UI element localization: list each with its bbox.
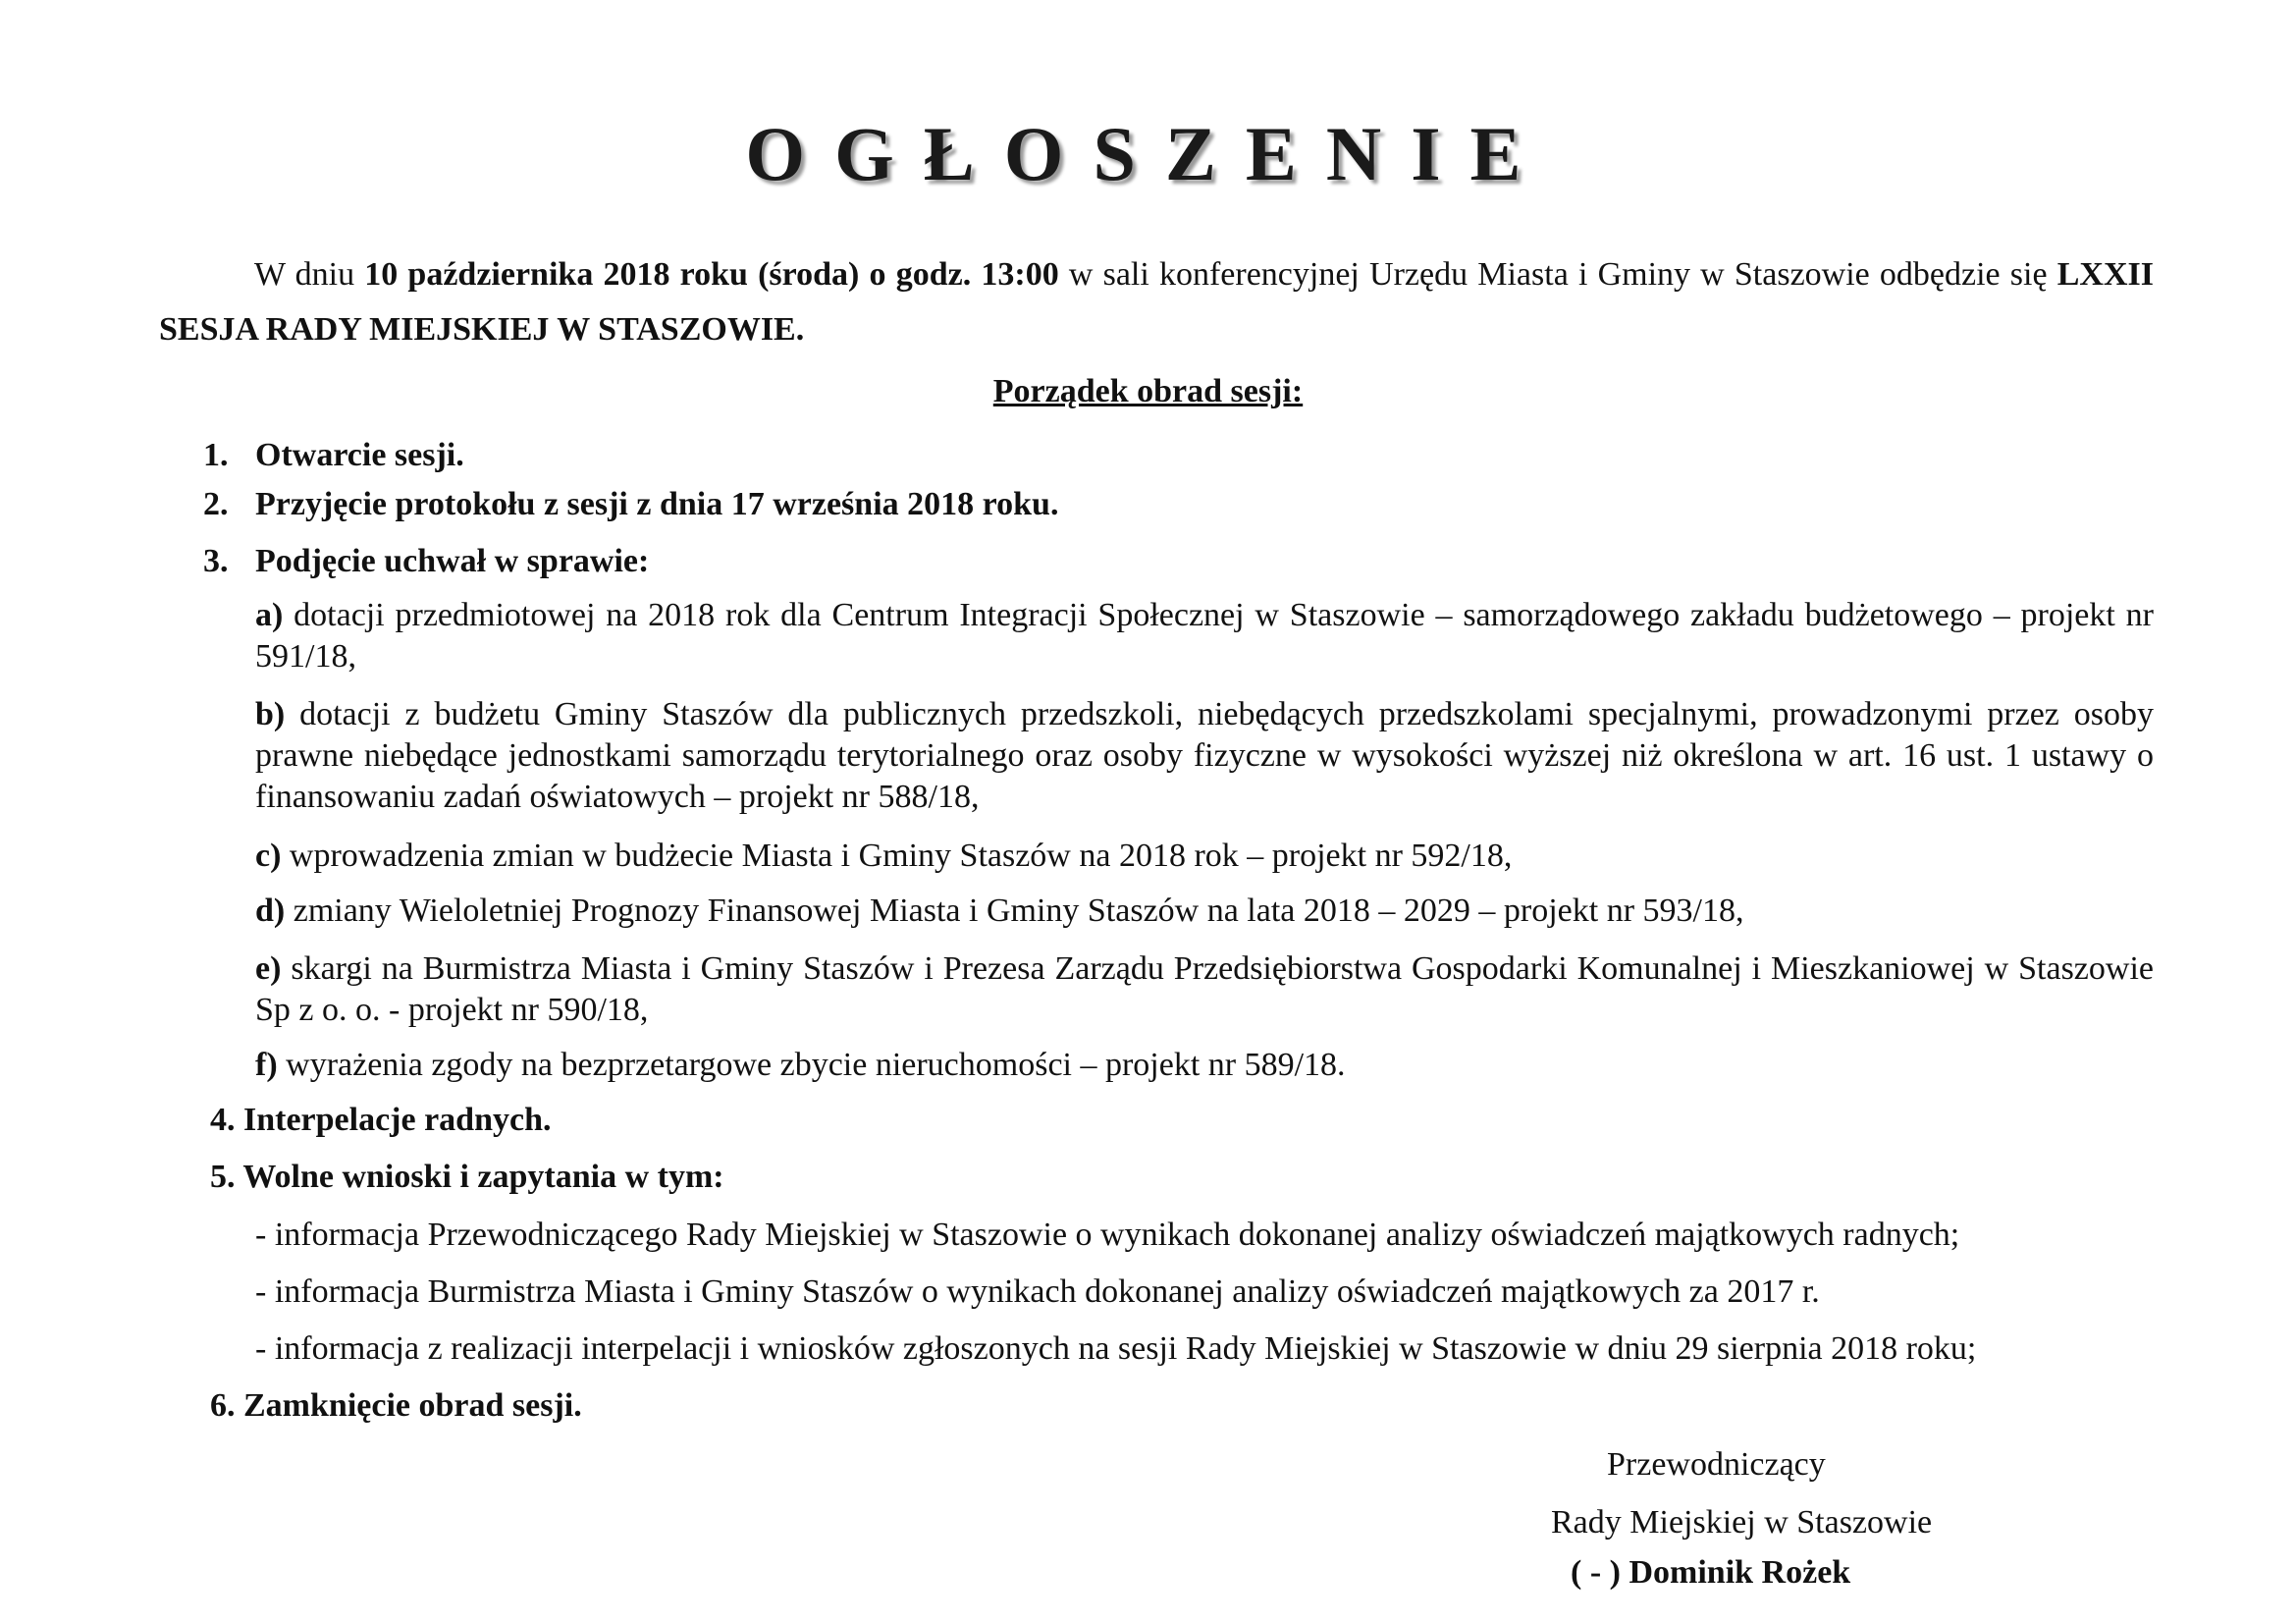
resolution-text: dotacji przedmiotowej na 2018 rok dla Centrum Integracji Społecznej w Staszowie – samorządowego zakładu budżetowego – projekt nr 591/18,	[255, 597, 2154, 675]
resolution-item-f	[255, 1045, 2154, 1086]
resolution-text: wprowadzenia zmian w budżecie Miasta i Gminy Staszów na 2018 rok – projekt nr 592/18,	[281, 838, 1513, 874]
resolution-item-a	[255, 595, 2154, 677]
resolution-letter: f)	[255, 1047, 278, 1083]
signature-role: Przewodniczący	[1607, 1446, 1826, 1483]
resolution-letter: c)	[255, 838, 282, 874]
resolution-letter: d)	[255, 893, 286, 929]
resolution-item-c	[255, 836, 2154, 877]
agenda-item-number: 4.	[210, 1102, 236, 1138]
info-list-item: - informacja Przewodniczącego Rady Miejskiej w Staszowie o wynikach dokonanej analizy oświadczeń majątkowych radnych;	[255, 1217, 1960, 1253]
signature-body: Rady Miejskiej w Staszowie	[1551, 1504, 1933, 1541]
resolution-item-e	[255, 948, 2154, 1031]
agenda-item-number: 5.	[210, 1159, 236, 1195]
agenda-item-number: 3.	[203, 543, 229, 579]
agenda-item-number: 6.	[210, 1387, 236, 1424]
agenda-item	[203, 437, 464, 474]
resolution-text: wyrażenia zgody na bezprzetargowe zbycie nieruchomości – projekt nr 589/18.	[277, 1047, 1346, 1083]
agenda-heading: Porządek obrad sesji:	[992, 373, 1304, 409]
intro-text-2: w sali konferencyjnej Urzędu Miasta i Gminy w Staszowie odbędzie się	[1058, 256, 2057, 293]
agenda-item	[210, 1102, 552, 1139]
info-list-item: - informacja z realizacji interpelacji i wniosków zgłoszonych na sesji Rady Miejskiej w Staszowie w dniu 29 sierpnia 2018 roku;	[255, 1330, 1977, 1367]
resolution-item-b	[255, 694, 2154, 818]
info-list-item: - informacja Burmistrza Miasta i Gminy Staszów o wynikach dokonanej analizy oświadczeń majątkowych za 2017 r.	[255, 1273, 1820, 1310]
signature-name: ( - ) Dominik Rożek	[1571, 1554, 1851, 1591]
resolution-letter: e)	[255, 950, 282, 987]
agenda-item-text: Wolne wnioski i zapytania w tym:	[242, 1159, 724, 1195]
agenda-item	[210, 1387, 582, 1425]
agenda-item-text: Zamknięcie obrad sesji.	[243, 1387, 582, 1424]
resolution-text: dotacji z budżetu Gminy Staszów dla publicznych przedszkoli, niebędących przedszkolami specjalnymi, prowadzonymi przez osoby prawne niebędące jednostkami samorządu terytorialnego oraz osoby fizyczne w wysokości wyższej niż określona w art. 16 ust. 1 ustawy o finansowaniu zadań oświatowych – projekt nr 588/18,	[255, 696, 2154, 815]
agenda-item-text: Podjęcie uchwał w sprawie:	[255, 543, 650, 579]
session-name: LXXII SESJA RADY MIEJSKIEJ W STASZOWIE.	[159, 256, 2154, 348]
agenda-item-text: Otwarcie sesji.	[255, 437, 464, 473]
session-date: 10 października 2018 roku (środa) o godz. 13:00	[364, 256, 1059, 293]
agenda-item-text: Interpelacje radnych.	[243, 1102, 552, 1138]
resolution-item-d	[255, 891, 2154, 932]
intro-text-1: W dniu	[254, 256, 365, 293]
agenda-item	[203, 486, 1058, 523]
resolution-text: skargi na Burmistrza Miasta i Gminy Staszów i Prezesa Zarządu Przedsiębiorstwa Gospodarki Komunalnej i Mieszkaniowej w Staszowie Sp z o. o. - projekt nr 590/18,	[255, 950, 2154, 1028]
agenda-item	[203, 543, 649, 580]
intro-paragraph	[159, 247, 2154, 357]
agenda-item	[210, 1159, 724, 1196]
page-title: OGŁOSZENIE	[745, 111, 1551, 196]
agenda-item-number: 2.	[203, 486, 229, 522]
resolution-text: zmiany Wieloletniej Prognozy Finansowej Miasta i Gminy Staszów na lata 2018 – 2029 – projekt nr 593/18,	[285, 893, 1744, 929]
agenda-item-number: 1.	[203, 437, 229, 473]
resolution-letter: a)	[255, 597, 284, 633]
resolution-letter: b)	[255, 696, 286, 732]
agenda-item-text: Przyjęcie protokołu z sesji z dnia 17 września 2018 roku.	[255, 486, 1059, 522]
